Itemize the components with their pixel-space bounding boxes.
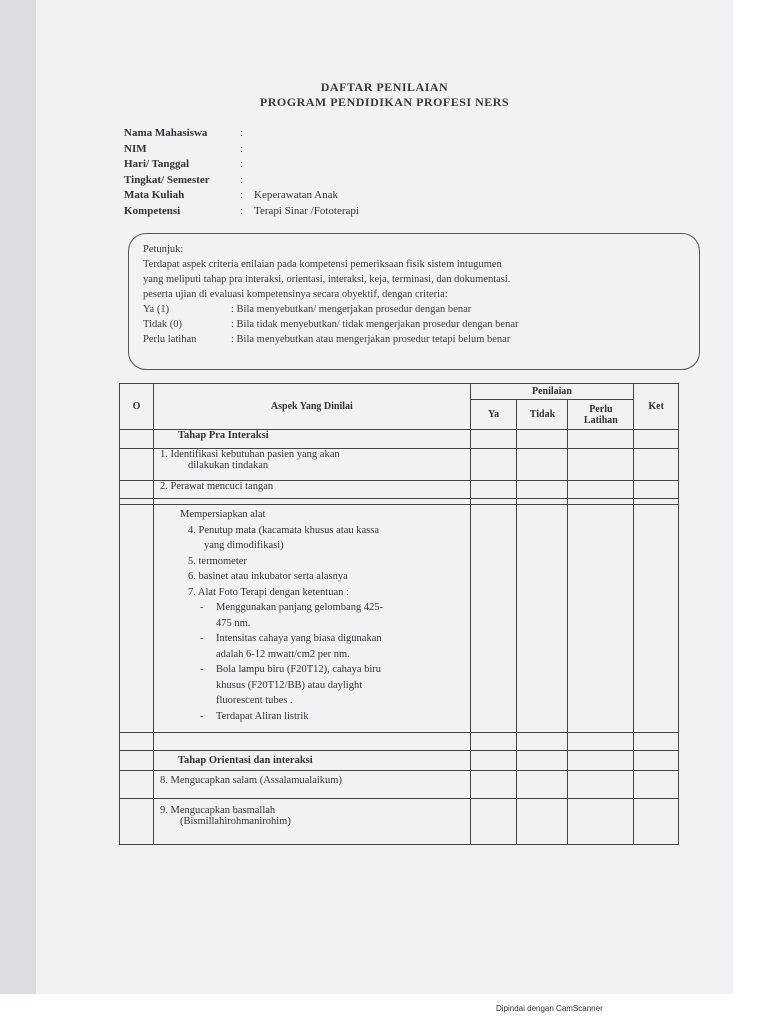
table-row bbox=[120, 751, 679, 771]
criteria-row: Tidak (0) : Bila tidak menyebutkan/ tidak mengerjakan prosedur dengan benar bbox=[143, 319, 519, 330]
criteria-row: Ya (1) : Bila menyebutkan/ mengerjakan prosedur dengan benar bbox=[143, 304, 472, 315]
background-left bbox=[0, 0, 36, 994]
table-row bbox=[120, 430, 679, 449]
instructions-text: yang meliputi tahap pra interaksi, orientasi, interaksi, keja, terminasi, dan dokumentasi. bbox=[143, 274, 511, 285]
table-row bbox=[120, 505, 679, 733]
col-ket-header: Ket bbox=[634, 384, 679, 430]
phase-heading: Tahap Pra Interaksi bbox=[154, 430, 471, 449]
col-aspek-header: Aspek Yang Dinilai bbox=[154, 384, 471, 430]
paper-sheet bbox=[36, 0, 733, 994]
list-item: - Menggunakan panjang gelombang 425- 475 nm. bbox=[200, 602, 384, 629]
col-no-header: O bbox=[120, 384, 154, 430]
student-info bbox=[124, 126, 359, 219]
aspect-cell: Mempersiapkan alat 4. Penutup mata (kacamata khusus atau kassa yang dimodifikasi) 5. termometer 6. basinet atau inkubator serta alasnya 7. Alat Foto Terapi dengan ketentuan : - Menggunakan panjang gelombang 425- 475 nm. - Intensitas cahaya yang biasa digunakan adalah 6-12 mwatt/cm2 per nm. - Bola lampu biru (F20T12), cahaya biru khusus (F20T12/BB) atau daylight fluorescent tubes . - Terdapat Aliran listrik bbox=[154, 505, 471, 733]
table-row bbox=[120, 799, 679, 845]
camscanner-footer: Dipindai dengan CamScanner bbox=[496, 1004, 603, 1013]
list-item: - Intensitas cahaya yang biasa digunakan adalah 6-12 mwatt/cm2 per nm. bbox=[200, 633, 382, 660]
aspect-cell: 2. Perawat mencuci tangan bbox=[154, 481, 471, 499]
aspect-cell: 9. Mengucapkan basmallah (Bismillahirohmanirohim) bbox=[154, 799, 471, 845]
document-subtitle: PROGRAM PENDIDIKAN PROFESI NERS bbox=[259, 95, 510, 109]
criteria-row: Perlu latihan : Bila menyebutkan atau mengerjakan prosedur tetapi belum benar bbox=[143, 334, 511, 345]
info-row: NIM : bbox=[124, 142, 244, 155]
table-row bbox=[120, 481, 679, 499]
info-row: Hari/ Tanggal : bbox=[124, 158, 244, 170]
info-row: Tingkat/ Semester : bbox=[124, 173, 244, 186]
info-row: Mata Kuliah : Keperawatan Anak bbox=[124, 189, 338, 201]
table-row bbox=[120, 771, 679, 799]
info-row: Nama Mahasiswa : bbox=[124, 127, 244, 139]
col-perlu-header: Perlu Latihan bbox=[568, 400, 634, 430]
instructions-text: Terdapat aspek criteria enilaian pada kompetensi pemeriksaan fisik sistem intugumen bbox=[143, 259, 502, 270]
document-title: DAFTAR PENILAIAN bbox=[320, 80, 449, 94]
table-row bbox=[120, 449, 679, 481]
list-item: - Bola lampu biru (F20T12), cahaya biru khusus (F20T12/BB) atau daylight fluorescent tubes . bbox=[200, 664, 382, 706]
background-right bbox=[733, 0, 768, 994]
aspect-cell: 1. Identifikasi kebutuhan pasien yang akan dilakukan tindakan bbox=[154, 449, 471, 481]
instructions-box bbox=[128, 233, 700, 370]
assessment-table bbox=[119, 383, 679, 845]
instructions-text: peserta ujian di evaluasi kompetensinya secara obyektif, dengan criteria: bbox=[143, 289, 448, 300]
col-tidak-header: Tidak bbox=[517, 400, 568, 430]
list-item: - Terdapat Aliran listrik bbox=[200, 710, 309, 722]
col-ya-header: Ya bbox=[470, 400, 517, 430]
aspect-cell: 8. Mengucapkan salam (Assalamualaikum) bbox=[154, 771, 471, 799]
phase-heading: Tahap Orientasi dan interaksi bbox=[154, 751, 471, 771]
col-penilaian-header: Penilaian bbox=[470, 384, 634, 400]
info-row: Kompetensi : Terapi Sinar /Fototerapi bbox=[124, 204, 359, 217]
instructions-heading: Petunjuk: bbox=[143, 244, 184, 255]
